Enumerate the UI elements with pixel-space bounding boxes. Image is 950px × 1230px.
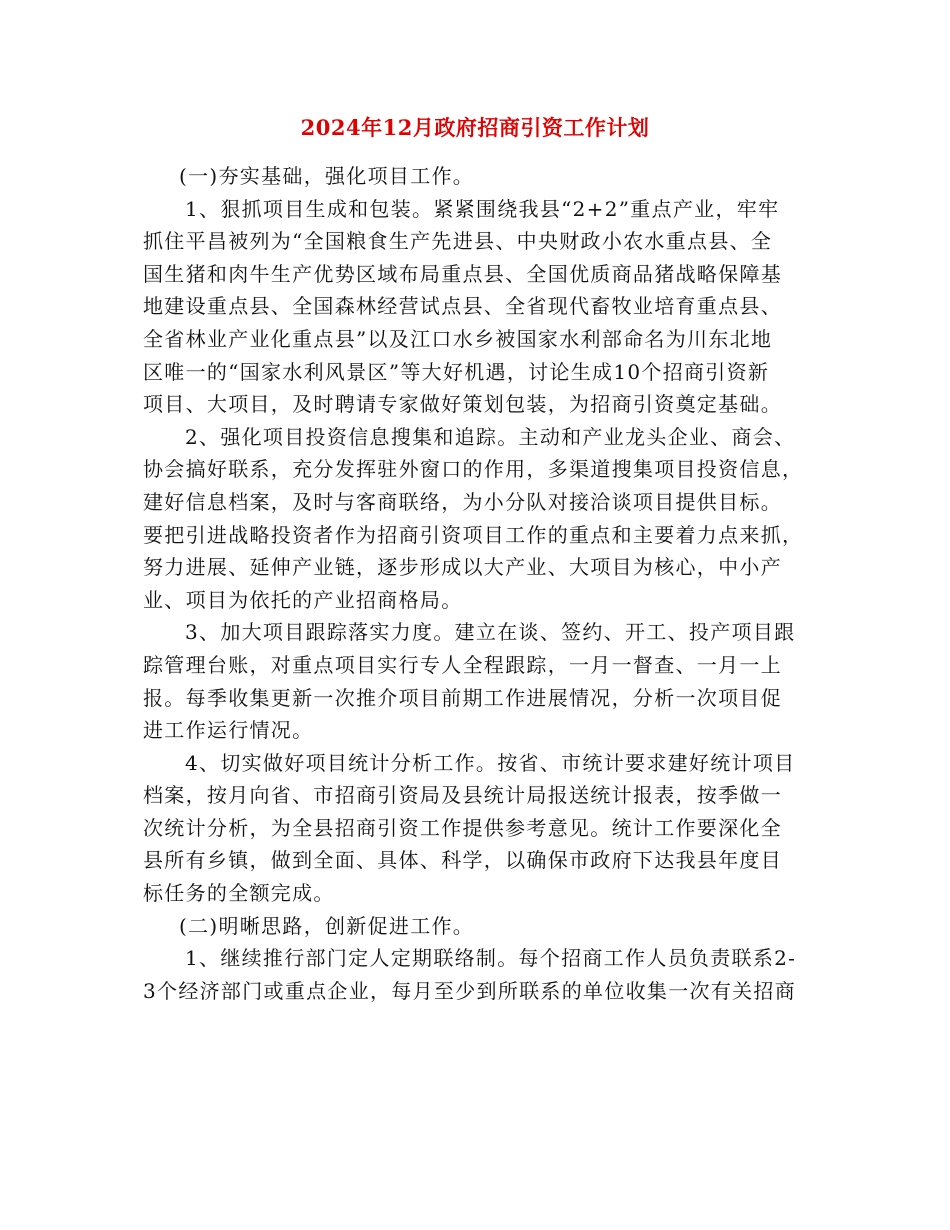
section-heading: (二)明晰思路，创新促进工作。 xyxy=(179,913,475,938)
paragraph-line: 1、狠抓项目生成和包装。紧紧围绕我县“2+2”重点产业，牢牢 xyxy=(185,196,780,221)
paragraph-line: 县所有乡镇，做到全面、具体、科学，以确保市政府下达我县年度目 xyxy=(143,848,782,873)
paragraph-line: 2、强化项目投资信息搜集和追踪。主动和产业龙头企业、商会、 xyxy=(185,424,796,449)
paragraph-line: 4、切实做好项目统计分析工作。按省、市统计要求建好统计项目 xyxy=(185,750,796,775)
paragraph-line: 1、继续推行部门定人定期联络制。每个招商工作人员负责联系2- xyxy=(185,946,797,971)
paragraph-line: 努力进展、延伸产业链，逐步形成以大产业、大项目为核心，中小产 xyxy=(143,555,782,580)
paragraph-line: 踪管理台账，对重点项目实行专人全程跟踪，一月一督查、一月一上 xyxy=(143,652,782,677)
paragraph-line: 区唯一的“国家水利风景区”等大好机遇，讨论生成10个招商引资新 xyxy=(143,359,770,384)
paragraph-line: 次统计分析，为全县招商引资工作提供参考意见。统计工作要深化全 xyxy=(143,815,782,840)
paragraph-line: 报。每季收集更新一次推介项目前期工作进展情况，分析一次项目促 xyxy=(143,685,782,710)
paragraph-line: 3个经济部门或重点企业，每月至少到所联系的单位收集一次有关招商 xyxy=(143,978,797,1003)
paragraph-line: 业、项目为依托的产业招商格局。 xyxy=(143,587,463,612)
paragraph-line: 全省林业产业化重点县”以及江口水乡被国家水利部命名为川东北地 xyxy=(143,326,773,351)
paragraph-line: 建好信息档案，及时与客商联络，为小分队对接洽谈项目提供目标。 xyxy=(143,489,782,514)
document-title: 2024年12月政府招商引资工作计划 xyxy=(300,115,650,140)
paragraph-line: 要把引进战略投资者作为招商引资项目工作的重点和主要着力点来抓， xyxy=(143,522,804,547)
paragraph-line: 档案，按月向省、市招商引资局及县统计局报送统计报表，按季做一 xyxy=(143,783,782,808)
paragraph-line: 项目、大项目，及时聘请专家做好策划包装，为招商引资奠定基础。 xyxy=(143,392,782,417)
paragraph-line: 标任务的全额完成。 xyxy=(143,881,335,906)
paragraph-line: 协会搞好联系，充分发挥驻外窗口的作用，多渠道搜集项目投资信息， xyxy=(143,457,804,482)
paragraph-line: 地建设重点县、全国森林经营试点县、全省现代畜牧业培育重点县、 xyxy=(143,294,782,319)
paragraph-line: 国生猪和肉牛生产优势区域布局重点县、全国优质商品猪战略保障基 xyxy=(143,261,782,286)
section-heading: (一)夯实基础，强化项目工作。 xyxy=(179,164,475,188)
paragraph-line: 进工作运行情况。 xyxy=(143,718,314,743)
paragraph-line: 3、加大项目跟踪落实力度。建立在谈、签约、开工、投产项目跟 xyxy=(185,620,796,645)
paragraph-line: 抓住平昌被列为“全国粮食生产先进县、中央财政小农水重点县、全 xyxy=(143,229,773,254)
document-body xyxy=(143,160,813,1007)
